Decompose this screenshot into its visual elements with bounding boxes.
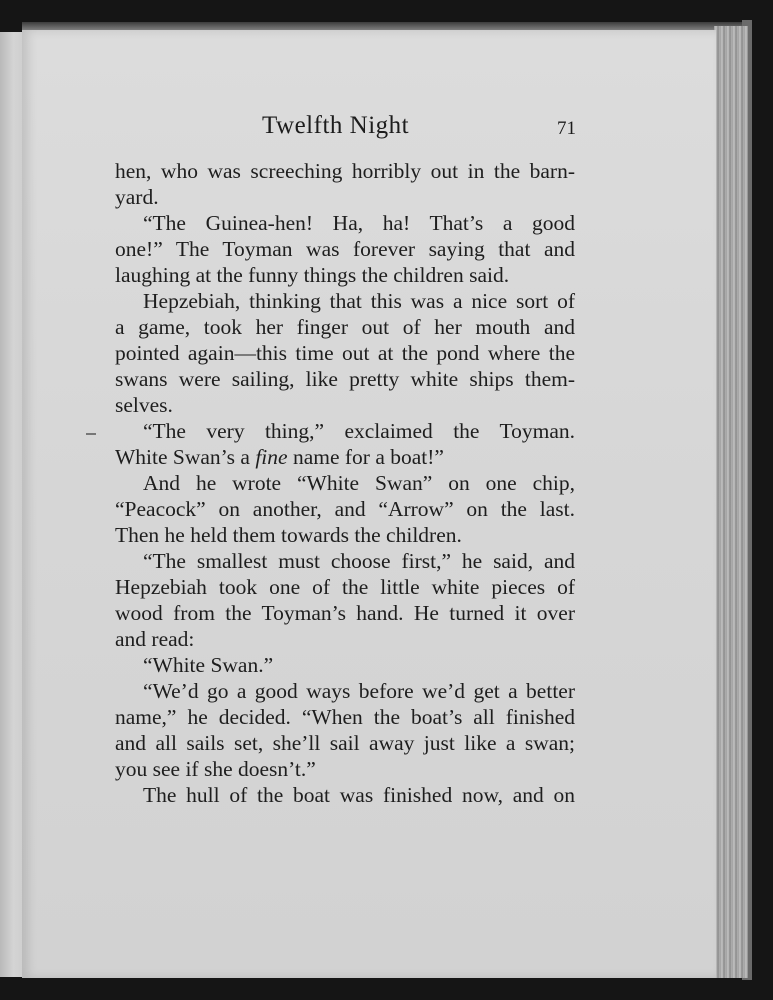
running-head	[22, 112, 716, 148]
chapter-title: Twelfth Night	[262, 112, 410, 139]
text-line: Hepzebiah, thinking that this was a nice sort of	[143, 289, 575, 313]
text-fragment: White Swan’s a	[115, 445, 250, 469]
text-line: “We’d go a good ways before we’d get a better	[143, 679, 575, 703]
text-line: The hull of the boat was finished now, and on	[143, 783, 575, 807]
text-line: hen, who was screeching horribly out in the barn-	[115, 159, 575, 183]
text-line: wood from the Toyman’s hand. He turned it over	[115, 601, 575, 625]
text-line: a game, took her finger out of her mouth and	[115, 315, 575, 339]
text-line: yard.	[115, 185, 159, 209]
text-line: one!” The Toyman was forever saying that and	[115, 237, 575, 261]
text-line: and all sails set, she’ll sail away just like a swan;	[115, 731, 575, 755]
facing-page-edge	[0, 32, 23, 977]
page-number: 71	[557, 118, 576, 139]
text-line: you see if she doesn’t.”	[115, 757, 316, 781]
text-line: And he wrote “White Swan” on one chip,	[143, 471, 575, 495]
emphasized-word: fine	[255, 445, 288, 469]
text-line: “White Swan.”	[143, 653, 274, 677]
body-text	[115, 158, 575, 808]
text-line: Then he held them towards the children.	[115, 523, 462, 547]
text-line: “The very thing,” exclaimed the Toyman.	[143, 419, 575, 443]
text-line: and read:	[115, 627, 195, 651]
text-line: name,” he decided. “When the boat’s all finished	[115, 705, 575, 729]
text-line: “The Guinea-hen! Ha, ha! That’s a good	[143, 211, 575, 235]
text-line: laughing at the funny things the children said.	[115, 263, 510, 287]
text-fragment: name for a boat!”	[292, 445, 444, 469]
text-line: selves.	[115, 393, 173, 417]
text-line: Hepzebiah took one of the little white pieces of	[115, 575, 575, 599]
text-line-with-emphasis	[115, 444, 575, 470]
text-line: pointed again—this time out at the pond where the	[115, 341, 575, 365]
text-line: “The smallest must choose first,” he said, and	[143, 549, 575, 573]
text-line: swans were sailing, like pretty white ships them-	[115, 367, 575, 391]
text-line: “Peacock” on another, and “Arrow” on the last.	[115, 497, 575, 521]
page-fore-edge	[714, 26, 748, 978]
margin-mark	[86, 433, 96, 435]
